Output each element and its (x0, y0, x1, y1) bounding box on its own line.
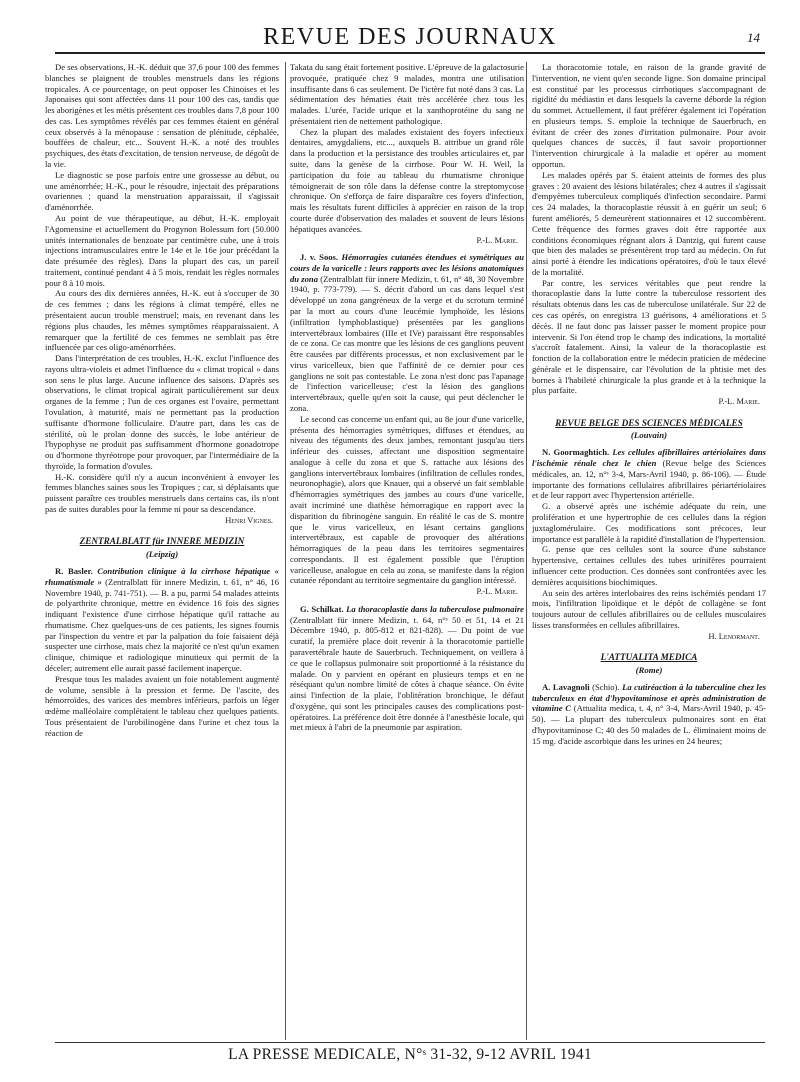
paragraph: Le diagnostic se pose parfois entre une grossesse au début, ou une aménorrhée; H.-K., pour le résoudre, injectait des préparations ovariennes ; quand la menstruation apparaissait, il s'agissait d'aménorrhée. (45, 169, 279, 213)
article-title: La thoracoplastie dans la tuberculose pulmonaire (346, 603, 524, 614)
article-title: Contribution clinique à la cirrhose hépatique « rhumatismale » (45, 565, 279, 587)
article-author: G. Schilkat. (300, 603, 344, 614)
column-2 (290, 62, 524, 1036)
article-body: (Zentralblatt für innere Medizin, t. 64, n°ˢ 50 et 51, 14 et 21 Décembre 1940, p. 805-812 et 821-828). — Du point de vue curatif, la première place doit revenir à la thoracotomie partielle paravertébrale haute de Sauerbruch. Techniquement, on veillera à ce que le collapsus pulmonaire soit proportionné à la résistance du malade. On y parvient en opérant en plusieurs temps et en ne réséquant qu'un nombre limité de côtes à chaque séance. On évite ainsi l'infection de la plaie, l'oblitération bronchique, le défaut d'oxygène, qui sont les principales causes des complications post-opératoires. La préférence doit être donnée à l'anesthésie locale, qui met mieux à l'abri de la pneumonie par aspiration. (290, 614, 524, 733)
paragraph: Le second cas concerne un enfant qui, au 8e jour d'une varicelle, présenta des hémorragies symétriques, diffuses et étendues, au niveau des téguments des deux jambes, remontant jusqu'au tiers inférieur des cuisses, affectant une disposition segmentaire analogue à celle du zona et que S. rattache aux lésions des ganglions intervertébraux lombaires (infiltration de cellules rondes, neuronophagie), alors que Knauer, qui a observé un fait semblable d'hémorragies symétriques des jambes au cours d'une varicelle, avait incriminé une diathèse hémorragique en rapport avec la disparition du fibrinogène sanguin. En réalité le cas de S. montre que le virus varicelleux, en lésant certains ganglions intervertébraux, est capable de provoquer des altérations hémorragiques de la peau dans les territoires segmentaires correspondants. Il est également possible que l'éruption varicelleuse, analogue en cela au zona, se manifeste dans la région cutanée répondant au territoire segmentaire du ganglion intéressé. (290, 413, 524, 586)
article-title: Les cellules afibrillaires artériolaires dans l'ischémie rénale chez le chien (532, 447, 766, 469)
article-body: (Revue belge des Sciences médicales, an. 12, n°ˢ 3-4, Mars-Avril 1940, p. 86-106). — Étude importante des formations cellulaires afibrillaires périartériolaires et de leur rapport avec l'hypertension artérielle. (532, 458, 766, 501)
author-signature: P.-L. Marie. (718, 397, 760, 407)
paragraph: Takata du sang était fortement positive. L'épreuve de la galactosurie provoquée, pratiquée chez 9 malades, montra une utilisation insuffisante dans 6 cas seulement. De l'ictère fut noté dans 3 cas. La sédimentation des hématies était très accélérée chez tous les malades. L'urée, l'acide urique et la xanthoprotéine du sang ne présentaient rien de nettement pathologique. (290, 62, 524, 126)
page-title: REVUE DES JOURNAUX (263, 24, 557, 50)
column-divider-1 (285, 62, 286, 1040)
page-header (55, 22, 765, 52)
paragraph: Chez la plupart des malades existaient des foyers infectieux dentaires, amygdaliens, etc..., auxquels B. attribue un grand rôle dans la production et la persistance des troubles articulaires et, par suite, dans la genèse de la cirrhose. Pour W. H. Weil, la participation du foie au tableau du rhumatisme chronique témoignerait de son rôle dans la défense contre la streptomycose chronique. On s'efforça de faire disparaître ces foyers d'infection, mais les résultats furent difficiles à apprécier en raison de la trop courte durée d'observation des malades et souvent de leurs lésions hépatiques avancées. (290, 126, 524, 234)
article-body: (Attualita medica, t. 4, n° 3-4, Mars-Avril 1940, p. 45-50). — La plupart des tuberculeux pulmonaires sont en état d'hypovitaminose C; 40 des 50 malades de L. éliminaient moins de 15 mg. d'acide ascorbique dans les urines en 24 heures; (532, 703, 766, 746)
paragraph: Dans l'interprétation de ces troubles, H.-K. exclut l'influence des rayons ultra-violets et admet l'influence du « climat tropical » dans son sens le plus large. Aucune influence des saisons. D'après ses observations, le climat tropical agirait particulièrement sur deux organes de la femme ; l'un de ces organes est l'ovaire, permettant l'ovulation, à maturité, mais ne permettant pas la production suffisante d'hormone folliculaire. D'autre part, dans les cas de stérilité, où le prolan donne des succès, le lobe antérieur de l'hypophyse ne produit pas suffisamment d'hormone gonadotrope ou d'hormone thyréotrope pour provoquer, par l'intermédiaire de la thyroïde, la formation d'ovules. (45, 353, 279, 471)
journal-city: (Rome) (635, 664, 663, 675)
article-author: J. v. Soos. (300, 252, 339, 263)
paragraph: De ses observations, H.-K. déduit que 37,6 pour 100 des femmes blanches se plaignent de troubles menstruels dans les régions tropicales. A ce pourcentage, on peut opposer les Chinoises et les Japonaises qui sont affectées dans 11 pour 100 des cas, tandis que les aborigènes et les métis présentent ces troubles dans 7,8 pour 100 des cas. Les symptômes révélés par ces femmes étaient en général ceux observés à la ménopause : sensation de plénitude, céphalée, bouffées de chaleur, etc... Souvent H.-K. a noté des troubles psychiques, des états d'excitation, de tension nerveuse, de dégoût de la vie. (45, 62, 279, 170)
article-body: (Zentralblatt für innere Medizin, t. 61, n° 48, 30 Novembre 1940, p. 773-779). — S. décrit d'abord un cas dans lequel s'est développé un zona gangréneux de la verge et du scrotum terminé par la mort au cours d'une leucémie lymphoïde, les lésions (infiltration lymphoblastique) présentées par les ganglions intervertébraux lombaires (IIIe et IVe) paraissant être responsables de ce zona. Ce cas montre que les lésions de ces ganglions peuvent être causées par différents processus, et non exclusivement par le virus varicelleux, bien que l'affinité de ce dernier pour ces ganglions ne soit pas contestable. Le zona n'est donc pas l'apanage de l'infection varicelleuse; c'est la lésion des ganglions intervertébraux, quelle qu'en soit la cause, qui peut déclencher le zona. (290, 273, 524, 413)
page-number: 14 (747, 30, 760, 45)
page-footer: LA PRESSE MEDICALE, N°ˢ 31-32, 9-12 AVRIL 1941 (228, 1046, 592, 1063)
paragraph: H.-K. considère qu'il n'y a aucun inconvénient à envoyer les femmes blanches saines sous les Tropiques ; car, si déplaisants que puissent paraître ces troubles menstruels dans certains cas, ils n'ont pas de suites durables pour la femme ni pour sa descendance. (45, 471, 279, 515)
column-1 (45, 62, 279, 1036)
article-author: R. Basler. (55, 565, 93, 576)
journal-city: (Louvain) (630, 430, 668, 441)
article-entry (532, 682, 766, 747)
article-author: N. Goormaghtich. (542, 447, 610, 458)
paragraph: Les malades opérés par S. étaient atteints de formes des plus graves : 20 avaient des lésions bilatérales; chez 4 autres il s'agissait d'empyèmes tuberculeux compliqués d'infection secondaire. Parmi ces 24 malades, la thoracoplastie réussit à en guérir un seul; 6 furent améliorés, 5 demeurèrent stationnaires et 12 succombèrent. Cette fréquence des formes graves doit être rapportée aux conditions économiques régnant alors à Dantzig, qui furent cause que bien des malades se présentèrent trop tard au médecin. On fut ainsi porté à étendre les indications opératoires, d'où le taux élevé de la mortalité. (532, 169, 766, 277)
article-entry (290, 252, 524, 414)
article-entry (45, 566, 279, 674)
journal-city: (Leipzig) (145, 548, 179, 559)
author-signature: P.-L. Marie. (476, 235, 518, 245)
paragraph: G. pense que ces cellules sont la source d'une substance hypertensive, certaines cellules des tubes urinifères pourraient influencer cette production. Ces données sont confrontées avec les dernières acquisitions biochimiques. (532, 544, 766, 587)
journal-heading: ZENTRALBLATT für INNERE MEDIZIN (79, 536, 245, 547)
author-signature: P.-L. Marie. (476, 587, 518, 597)
column-divider-2 (526, 62, 527, 1040)
column-3 (532, 62, 766, 1036)
paragraph: Presque tous les malades avaient un foie notablement augmenté de volume, sensible à la pression et ferme. De l'ascite, des hémorroïdes, des varices des membres inférieurs, parfois un léger œdème malléolaire complétaient le tableau chez quelques patients. Tous présentaient de l'urobilinogène dans l'urine et chez tous la réaction de (45, 673, 279, 738)
author-signature: H. Lenormant. (708, 631, 760, 641)
footer-rule (55, 1042, 765, 1043)
article-title: Hémorragies cutanées étendues et symétriques au cours de la varicelle : leurs rapports avec les lésions anatomiques du zona (290, 252, 524, 284)
article-author: A. Lavagnoli (542, 681, 590, 692)
paragraph: G. a observé après une ischémie adéquate du rein, une prolifération et une hypertrophie de ces cellules dans la région juxtaglomérulaire. Ces modifications sont précoces, leur importance est parallèle à la rapidité d'installation de l'hypertension. (532, 501, 766, 544)
author-signature: Henri Vignes. (225, 515, 273, 525)
paragraph: Par contre, les services véritables que peut rendre la thoracoplastie dans la lutte contre la tuberculose ressortent des résultats obtenus dans les cas de tuberculose unilatérale. Sur 22 de ces cas opérés, on enregistra 13 guérisons, 4 améliorations et 5 décès. Il ne faut donc pas laisser passer le moment propice pour intervenir. Si l'on étend trop le champ des indications, la mortalité s'accroît fatalement. Ainsi, la valeur de la thoracoplastie est fonction de la collaboration entre le médecin praticien de médecine générale et le dispensaire, car l'évolution de la phtisie met des bornes à l'habileté chirurgicale la plus grande et à la technique la plus parfaite. (532, 277, 766, 396)
paragraph: Au cours des dix dernières années, H.-K. eut à s'occuper de 30 de ces femmes ; dans les régions à climat tempéré, elles ne présentaient aucun trouble menstruel; mais, en revenant dans les régions plus chaudes, les mêmes symptômes réapparaissaient. A remarquer que la fertilité de ces femmes ne semblait pas être influencée par ces oligo-aménorrhées. (45, 288, 279, 353)
paragraph: La thoracotomie totale, en raison de la grande gravité de l'intervention, ne vient qu'en seconde ligne. Son domaine principal est constitué par les processus cirrhotiques s'accompagnant de rigidité du médiastin et dans lesquels la caverne déborde la région du sommet. Actuellement, il faut préférer également ici l'opération en plusieurs temps. S. emploie la technique de Sauerbruch, en évitant de créer des zones d'irritation pulmonaire. Pour avoir quelques chances de succès, il faut savoir proportionner l'intervention chirurgicale à la maladie et opérer au moment opportun. (532, 62, 766, 170)
article-place: (Schio). (592, 681, 620, 692)
article-entry (290, 604, 524, 733)
journal-heading: L'ATTUALITA MEDICA (600, 652, 698, 663)
paragraph: Au sein des artères interlobaires des reins ischémiés pendant 17 mois, l'infiltration lipoïdique et le dépôt de collagène se font toujours autour de cellules afibrillaires ou de cellules musculaires lisses transformées en cellules afibrillaires. (532, 587, 766, 630)
header-rule (55, 52, 765, 54)
article-body: (Zentralblatt für innere Medizin, t. 61, n° 46, 16 Novembre 1940, p. 741-751). — B. a pu, parmi 54 malades atteints de polyarthrite chronique, mettre en évidence 16 fois des signes indiquant l'existence d'une cirrhose hépatique qu'il rattache au rhumatisme. Chez quelques-uns de ces patients, les signes fournis par l'inspection du ventre et par la palpation du foie faisaient déjà suspecter une cirrhose, mais chez la majorité ce n'est qu'un examen clinique, chimique et radiologique minutieux qui permit de la déceler; autrement elle aurait passé facilement inaperçue. (45, 576, 279, 673)
journal-heading: REVUE BELGE DES SCIENCES MÉDICALES (555, 417, 743, 428)
article-entry (532, 447, 766, 501)
paragraph: Au point de vue thérapeutique, au début, H.-K. employait l'Agomensine et actuellement du Progynon Bolessum fort (50.000 unités internationales de benzoate par centimètre cube, une à trois injections intramusculaires entre le 14e et le 16e jour précédant la date présumée des règles). Dans la plupart des cas, un pareil traitement, continué pendant 4 à 5 mois, rendait les règles normales pour 8 à 10 mois. (45, 212, 279, 288)
article-title: La cutiréaction à la tuberculine chez les tuberculeux en état d'hypovitaminose et après administration de vitamine C (532, 681, 766, 714)
